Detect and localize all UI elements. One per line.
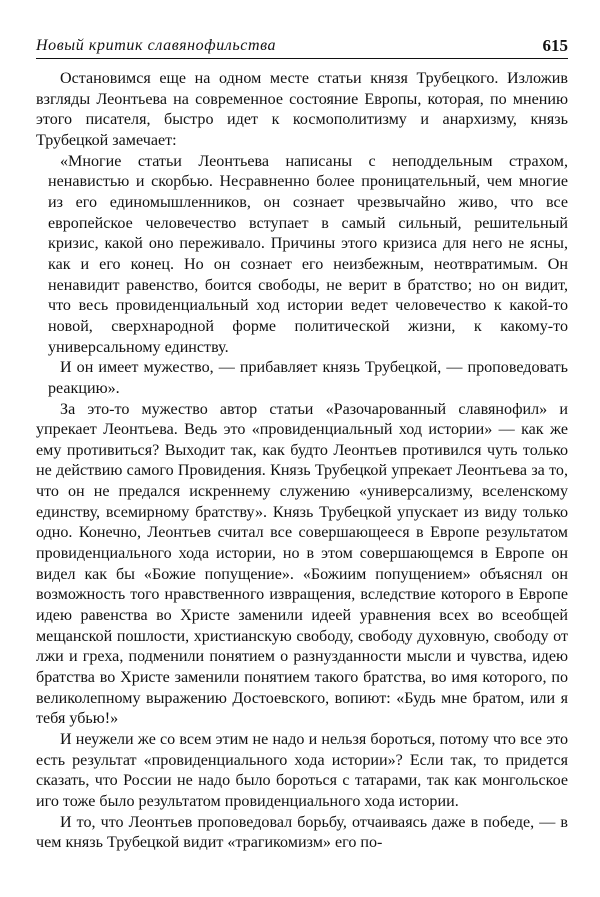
running-title: Новый критик славянофильства [36,37,277,54]
page-body [36,69,568,854]
page-number: 615 [542,36,568,55]
paragraph: За это-то мужество автор статьи «Разочарованный славянофил» и упрекает Леонтьева. Ведь это «провиденциальный ход истории» — как же ему противиться? Выходит так, как будто Леонтьев противился чуть только не действию самого Провидения. Князь Трубецкой упрекает Леонтьева за то, что он не предался искреннему служению «универсализму, вселенскому единству, всемирному братству». Князь Трубецкой упускает из виду только одно. Конечно, Леонтьев считал все совершающееся в Европе результатом провиденциального хода истории, но в этом совершающемся в Европе он видел как бы «Божие попущение». «Божиим попущением» объяснял он возможность того нравственного извращения, вследствие которого в Европе идею равенства во Христе заменили идеей уравнения всех во всеобщей мещанской пошлости, христианскую свободу, свободу духовную, свободу от лжи и греха, подменили понятием о разнузданности мысли и чувства, идею братства во Христе заменили понятием такого братства, во имя которого, по великолепному выражению Достоевского, вопиют: «Будь мне братом, или я тебя убью!» [36,400,568,728]
quotation-paragraph: И он имеет мужество, — прибавляет князь Трубецкой, — проповедовать реакцию». [48,359,568,397]
paragraph: И то, что Леонтьев проповедовал борьбу, отчаиваясь даже в победе, — в чем князь Трубецкой видит «трагикомизм» его по- [36,813,568,852]
book-page [36,34,568,854]
paragraph: Остановимся еще на одном месте статьи князя Трубецкого. Изложив взгляды Леонтьева на современное состояние Европы, которая, по мнению этого писателя, быстро идет к космополитизму и анархизму, князь Трубецкой замечает: [36,70,568,149]
paragraph: И неужели же со всем этим не надо и нельзя бороться, потому что все это есть результат «провиденциального хода истории»? Если так, то придется сказать, что России не надо было бороться с татарами, так как монгольское иго тоже было результатом провиденциального хода истории. [36,731,568,810]
page-header [36,34,568,59]
quotation-paragraph: «Многие статьи Леонтьева написаны с неподдельным страхом, ненавистью и скорбью. Несравненно более проницательный, чем многие из его единомышленников, он сознает чрезвычайно живо, что все европейское человечество вступает в самый сильный, решительный кризис, какой оно переживало. Причины этого кризиса для него не ясны, как и его конец. Но он сознает его неизбежным, неотвратимым. Он ненавидит равенство, боится свободы, не верит в братство; но он видит, что весь провиденциальный ход истории ведет человечество к какой-то новой, сверхнародной форме политической жизни, к какому-то универсальному единству. [48,152,568,356]
